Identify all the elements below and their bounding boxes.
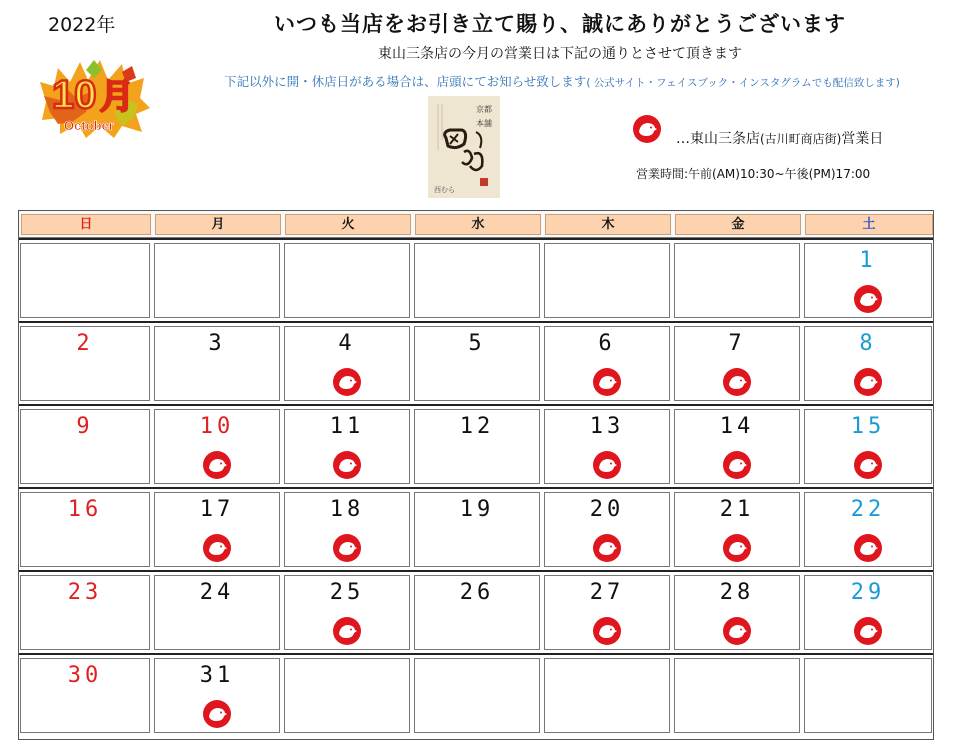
autumn-leaves-icon [36, 52, 154, 140]
day-cell-box [414, 658, 540, 733]
month-badge [36, 52, 154, 140]
day-number: 16 [67, 497, 103, 522]
day-number: 1 [859, 248, 877, 273]
day-number: 25 [329, 580, 365, 605]
calendar-week [18, 404, 934, 487]
day-cell [152, 323, 282, 404]
weekday-4: 木 [545, 214, 671, 235]
open-day-icon [722, 450, 752, 480]
open-day-icon [722, 533, 752, 563]
day-cell [282, 323, 412, 404]
day-cell [282, 655, 412, 736]
day-cell [802, 655, 934, 736]
open-day-icon [592, 616, 622, 646]
day-number: 2 [76, 331, 94, 356]
day-cell [802, 323, 934, 404]
day-number: 13 [589, 414, 625, 439]
open-day-icon [202, 533, 232, 563]
notice [172, 72, 952, 90]
open-day-icon [332, 616, 362, 646]
day-cell [412, 655, 542, 736]
day-number: 10 [199, 414, 235, 439]
day-number: 20 [589, 497, 625, 522]
business-hours: 営業時間:午前(AM)10:30~午後(PM)17:00 [636, 167, 871, 181]
calligraphy-logo-icon [428, 96, 500, 198]
day-cell [672, 240, 802, 321]
day-cell [412, 323, 542, 404]
day-number: 22 [850, 497, 886, 522]
day-cell [152, 655, 282, 736]
day-number: 28 [719, 580, 755, 605]
weekday-0: 日 [21, 214, 151, 235]
legend-shop: …東山三条店 [676, 131, 760, 147]
day-cell [412, 406, 542, 487]
calendar-week [18, 321, 934, 404]
day-cell [282, 572, 412, 653]
day-number: 31 [199, 663, 235, 688]
open-day-icon [853, 533, 883, 563]
subline: 東山三条店の今月の営業日は下記の通りとさせて頂きます [378, 46, 742, 62]
day-cell [18, 240, 152, 321]
day-cell [672, 572, 802, 653]
day-cell [152, 240, 282, 321]
day-number: 23 [67, 580, 103, 605]
day-number: 19 [459, 497, 495, 522]
day-cell [18, 655, 152, 736]
day-cell [18, 489, 152, 570]
day-cell [152, 572, 282, 653]
day-cell [412, 572, 542, 653]
open-day-icon [202, 699, 232, 729]
day-cell [282, 489, 412, 570]
day-number: 6 [598, 331, 616, 356]
day-number: 9 [76, 414, 94, 439]
open-day-icon [332, 450, 362, 480]
day-cell [412, 240, 542, 321]
day-cell [542, 655, 672, 736]
month-number: 10 [52, 73, 97, 117]
day-number: 27 [589, 580, 625, 605]
calendar-week [18, 570, 934, 653]
open-day-icon [592, 367, 622, 397]
day-number: 24 [199, 580, 235, 605]
calendar-week [18, 653, 934, 736]
logo-line-1: 京都 [476, 105, 492, 114]
year-label: 2022年 [48, 14, 116, 36]
day-cell [672, 406, 802, 487]
day-cell [282, 240, 412, 321]
open-day-icon [332, 533, 362, 563]
day-cell [672, 489, 802, 570]
day-cell [152, 489, 282, 570]
open-day-icon [592, 450, 622, 480]
day-cell-box [674, 243, 800, 318]
calendar [18, 210, 934, 740]
day-cell-box [20, 243, 150, 318]
weekday-1: 月 [155, 214, 281, 235]
calendar-week [18, 238, 934, 321]
shop-logo [428, 96, 500, 198]
legend-open-days: 営業日 [841, 131, 884, 147]
calendar-grid [18, 238, 934, 740]
day-number: 4 [338, 331, 356, 356]
weekday-2: 火 [285, 214, 411, 235]
legend-street: (古川町商店街) [760, 132, 842, 146]
weekday-5: 金 [675, 214, 801, 235]
day-number: 17 [199, 497, 235, 522]
day-cell [542, 323, 672, 404]
weekday-header [18, 210, 934, 238]
calendar-week [18, 487, 934, 570]
day-cell-box [414, 243, 540, 318]
day-number: 29 [850, 580, 886, 605]
day-cell [542, 406, 672, 487]
day-cell-box [284, 658, 410, 733]
day-cell [542, 572, 672, 653]
logo-line-2: 本舗 [476, 119, 492, 128]
day-number: 30 [67, 663, 103, 688]
logo-line-3: 西むら [434, 186, 455, 194]
legend-text [676, 128, 883, 148]
day-cell [542, 240, 672, 321]
day-cell [412, 489, 542, 570]
open-day-icon [853, 616, 883, 646]
day-number: 5 [468, 331, 486, 356]
day-cell [802, 406, 934, 487]
day-cell [18, 406, 152, 487]
open-day-icon [332, 367, 362, 397]
day-cell [282, 406, 412, 487]
day-cell [542, 489, 672, 570]
day-cell-box [284, 243, 410, 318]
day-cell [802, 240, 934, 321]
open-day-icon [202, 450, 232, 480]
day-cell [802, 489, 934, 570]
day-cell [18, 572, 152, 653]
day-number: 18 [329, 497, 365, 522]
day-cell-box [544, 243, 670, 318]
day-number: 15 [850, 414, 886, 439]
headline: いつも当店をお引き立て賜り、誠にありがとうございます [274, 11, 846, 36]
month-kanji: 月 [100, 77, 134, 117]
day-cell-box [674, 658, 800, 733]
day-cell-box [544, 658, 670, 733]
day-number: 14 [719, 414, 755, 439]
day-number: 12 [459, 414, 495, 439]
open-day-icon [853, 450, 883, 480]
day-cell [18, 323, 152, 404]
open-day-icon [722, 616, 752, 646]
day-number: 8 [859, 331, 877, 356]
day-number: 7 [728, 331, 746, 356]
day-cell [672, 323, 802, 404]
day-number: 3 [208, 331, 226, 356]
day-cell-box [154, 243, 280, 318]
day-number: 26 [459, 580, 495, 605]
open-day-icon [722, 367, 752, 397]
day-number: 21 [719, 497, 755, 522]
day-cell [672, 655, 802, 736]
weekday-6: 土 [805, 214, 933, 235]
open-day-icon [592, 533, 622, 563]
day-cell [152, 406, 282, 487]
notice-main: 下記以外に開・休店日がある場合は、店頭にてお知らせ致します [224, 74, 587, 89]
day-cell [802, 572, 934, 653]
open-day-icon [853, 284, 883, 314]
month-english: October [64, 118, 114, 133]
notice-paren: ( 公式サイト・フェイスブック・インスタグラムでも配信致します) [586, 77, 900, 89]
open-day-icon [853, 367, 883, 397]
legend-open-icon [632, 114, 662, 144]
day-number: 11 [329, 414, 365, 439]
day-cell-box [804, 658, 932, 733]
weekday-3: 水 [415, 214, 541, 235]
